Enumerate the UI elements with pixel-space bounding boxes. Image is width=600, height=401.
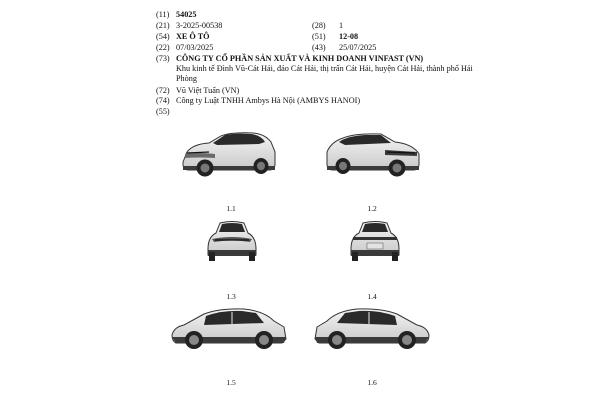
figure-left-side-view <box>170 305 288 351</box>
code-51: (51) <box>312 32 326 41</box>
caption-1-2: 1.2 <box>367 204 377 213</box>
figure-front-three-quarter-view <box>179 128 279 178</box>
code-21: (21) <box>156 21 170 30</box>
representative: Công ty Luật TNHH Ambys Hà Nội (AMBYS HANOI) <box>176 96 361 105</box>
registration-number: 54025 <box>176 10 197 19</box>
owner-name: CÔNG TY CỔ PHẦN SẢN XUẤT VÀ KINH DOANH VINFAST (VN) <box>176 54 424 63</box>
caption-1-6: 1.6 <box>367 378 377 387</box>
code-55: (55) <box>156 107 170 116</box>
code-74: (74) <box>156 96 170 105</box>
caption-1-1: 1.1 <box>226 204 236 213</box>
code-54: (54) <box>156 32 170 41</box>
figure-right-side-view <box>313 305 431 351</box>
caption-1-3: 1.3 <box>226 292 236 301</box>
figure-rear-three-quarter-view <box>323 128 423 178</box>
publication-date: 25/07/2025 <box>339 43 377 52</box>
bibliographic-data <box>0 0 600 120</box>
code-28: (28) <box>312 21 326 30</box>
filing-date: 07/03/2025 <box>176 43 214 52</box>
caption-1-4: 1.4 <box>367 292 377 301</box>
code-11: (11) <box>156 10 170 19</box>
figure-rear-view <box>345 219 405 263</box>
locarno-class: 12-08 <box>339 32 359 41</box>
design-title: XE Ô TÔ <box>176 32 210 41</box>
design-count: 1 <box>339 21 344 30</box>
code-22: (22) <box>156 43 170 52</box>
code-73: (73) <box>156 54 170 63</box>
figure-front-view <box>202 219 262 263</box>
code-72: (72) <box>156 86 170 95</box>
designer-name: Vũ Việt Tuấn (VN) <box>176 86 240 95</box>
application-number: 3-2025-00538 <box>176 21 223 30</box>
code-43: (43) <box>312 43 326 52</box>
caption-1-5: 1.5 <box>226 378 236 387</box>
owner-address: Khu kinh tế Đình Vũ-Cát Hải, đảo Cát Hải, thị trấn Cát Hải, huyện Cát Hải, thành phố Hải Phòng <box>176 64 473 84</box>
